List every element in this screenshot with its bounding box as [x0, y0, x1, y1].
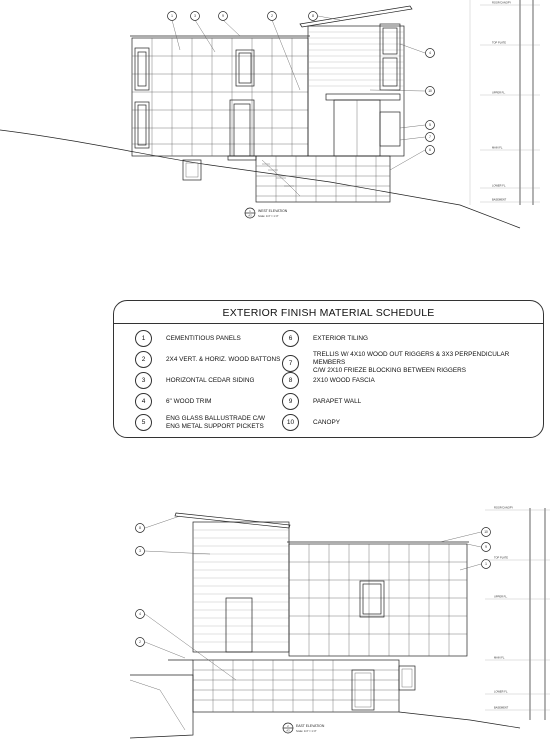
east-callout-2: 2	[139, 640, 141, 645]
west-main-block	[132, 38, 308, 156]
west-level-main: MAIN FL.	[492, 146, 503, 150]
schedule-item-text: EXTERIOR TILING	[313, 334, 368, 342]
east-callout-9: 9	[485, 545, 487, 550]
schedule-item	[135, 414, 265, 431]
east-caption-title: EAST ELEVATION	[296, 724, 325, 728]
west-callout-4: 4	[429, 51, 431, 56]
west-siding-tower	[308, 26, 404, 156]
east-caption-sheet: A3	[286, 729, 290, 733]
schedule-item-number: 8	[282, 372, 299, 389]
schedule-title: EXTERIOR FINISH MATERIAL SCHEDULE	[222, 307, 435, 319]
west-level-basement: BASEMENT	[492, 198, 507, 202]
east-caption-number: 2	[287, 724, 289, 728]
schedule-item-text: 6" WOOD TRIM	[166, 397, 212, 405]
schedule-item-text: CANOPY	[313, 418, 340, 426]
schedule-item-number: 1	[135, 330, 152, 347]
west-callout-1: 1	[171, 14, 173, 19]
west-level-roof: ROOF/CANOPY	[492, 1, 512, 5]
schedule-item	[135, 393, 211, 410]
west-callout-2: 2	[271, 14, 273, 19]
east-level-lower: LOWER FL.	[494, 690, 508, 694]
east-callout-3: 3	[139, 549, 141, 554]
schedule-item	[135, 330, 241, 347]
schedule-item-text: 2X10 WOOD FASCIA	[313, 376, 375, 384]
schedule-item	[282, 414, 340, 431]
west-caption-number: 1	[249, 209, 251, 213]
schedule-item-number: 2	[135, 351, 152, 368]
schedule-item-number: 3	[135, 372, 152, 389]
schedule-item-number: 7	[282, 355, 299, 372]
east-level-main: MAIN FL.	[494, 656, 505, 660]
schedule-item-text: CEMENTITIOUS PANELS	[166, 334, 241, 342]
west-callout-3: 3	[194, 14, 196, 19]
east-level-markers	[485, 506, 550, 721]
west-callout-6: 6	[429, 148, 431, 153]
schedule-item-number: 4	[135, 393, 152, 410]
west-callout-8: 8	[312, 14, 314, 19]
east-elevation-caption	[283, 723, 325, 733]
east-level-upper: UPPER FL.	[494, 595, 508, 599]
schedule-item-text: TRELLIS W/ 4X10 WOOD OUT RIGGERS & 3X3 PERPENDICULAR MEMBERS C/W 2X10 FRIEZE BLOCKING BETWEEN RIGGERS	[313, 351, 510, 374]
west-level-markers	[470, 0, 540, 205]
east-tile-base	[193, 660, 399, 712]
schedule-item-number: 10	[282, 414, 299, 431]
east-siding-block	[193, 522, 289, 652]
east-panel-block	[289, 544, 467, 656]
west-callout-7: 7	[429, 135, 431, 140]
west-callout-10: 10	[428, 89, 432, 94]
east-callout-1: 1	[485, 562, 487, 567]
east-callout-10: 10	[484, 530, 488, 535]
schedule-item-number: 5	[135, 414, 152, 431]
west-callout-9: 9	[222, 14, 224, 19]
schedule-item	[282, 330, 368, 347]
schedule-item	[282, 393, 361, 410]
west-caption-title: WEST ELEVATION	[258, 209, 288, 213]
east-elevation-drawing	[0, 480, 555, 740]
schedule-item	[135, 351, 280, 368]
east-level-roof: ROOF/CANOPY	[494, 506, 514, 510]
west-level-lower: LOWER FL.	[492, 184, 506, 188]
east-level-basement: BASEMENT	[494, 706, 509, 710]
schedule-item-text: ENG GLASS BALLUSTRADE C/W ENG METAL SUPPORT PICKETS	[166, 414, 266, 430]
west-elevation-caption	[245, 208, 288, 218]
west-callout-5: 5	[429, 123, 431, 128]
west-level-top-plate: TOP PLATE	[492, 41, 506, 45]
schedule-item-text: PARAPET WALL	[313, 397, 362, 405]
finish-schedule	[113, 300, 544, 438]
west-elevation-drawing	[0, 0, 555, 230]
east-callout-8: 8	[139, 526, 141, 531]
east-callout-4: 4	[139, 612, 141, 617]
schedule-item	[282, 372, 375, 389]
schedule-divider	[114, 323, 543, 324]
east-caption-scale: Scale: 1/4" = 1'-0"	[296, 730, 317, 733]
west-caption-sheet: A3	[248, 214, 252, 218]
schedule-item-number: 9	[282, 393, 299, 410]
schedule-item-text: 2X4 VERT. & HORIZ. WOOD BATTONS	[166, 355, 281, 363]
east-level-top-plate: TOP PLATE	[494, 556, 508, 560]
west-level-upper: UPPER FL.	[492, 91, 506, 95]
schedule-item-number: 6	[282, 330, 299, 347]
west-caption-scale: Scale: 1/4" = 1'-0"	[258, 215, 279, 218]
schedule-item-text: HORIZONTAL CEDAR SIDING	[166, 376, 255, 384]
schedule-item	[135, 372, 254, 389]
